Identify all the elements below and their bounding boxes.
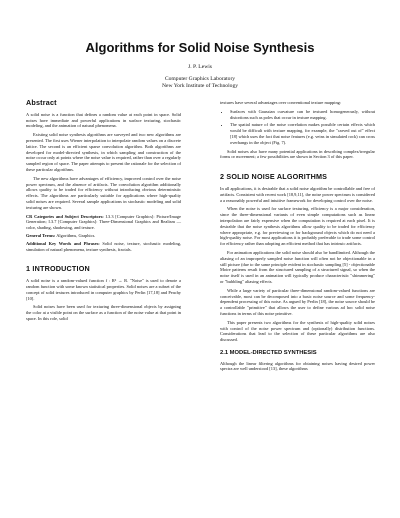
cr-categories — [26, 214, 181, 231]
section-2-heading: 2 SOLID NOISE ALGORITHMS — [220, 172, 328, 182]
list-item: • Surfaces with Gaussian curvature can be textured homogeneously, without distortions such as poles that occur in texture mapping. — [230, 109, 375, 121]
intro-paragraph: A solid noise is a random-valued function f : R³ → R. "Noise" is used to denote a random function with some known statistical properties. Solid noises are a subset of the concept of solid textures introduced in computer graphics by Perlin [17,18] and Peachy [10]. — [26, 278, 181, 301]
abstract-heading: Abstract — [26, 98, 57, 107]
section-2-1-heading: 2.1 MODEL-DIRECTED SYNTHESIS — [220, 349, 317, 356]
paper-author: J. P. Lewis — [188, 64, 212, 70]
paper-affiliation — [0, 76, 400, 91]
keywords — [26, 241, 181, 253]
keywords-text: Solid noise, texture, stochastic modeling, simulation of natural phenomena, texture synthesis, fractals. — [26, 240, 181, 252]
intro-paragraph: Solid noises have been used for texturing three-dimensional objects by assigning the color at a visible point on the surface as a function of the noise value at that point in space. In this role, solid — [26, 304, 181, 321]
general-terms-text: Algorithms, Graphics. — [56, 232, 96, 238]
section-2-paragraph: When the noise is used for surface texturing, efficiency is a major consideration, since the three-dimensional variants of even simple computations such as linear interpolation are fairly expensive when the computation is required at each pixel. It is desirable that the noise synthesis algorithms allow quality to be traded for efficiency where appropriate, e.g. for previewing or for background objects which do not need a high-quality noise. For most applications it is probably preferable to trade some control for efficiency rather than adopting an efficient method that has intrinsic artifacts. — [220, 206, 375, 247]
introduction-heading: 1 INTRODUCTION — [26, 264, 90, 274]
section-2-paragraph: While a large variety of particular three-dimensional random-valued functions are conceivable, most can be decomposed into a basic noise source and some frequency-dependent processing of this noise. As argued by Perlin [18], the noise source should be a controllable "primitive" that allows the user to define various ad hoc solid noise functions in terms of this noise primitive. — [220, 287, 375, 316]
continued-paragraph: textures have several advantages over conventional texture mapping: — [220, 100, 342, 105]
section-2-paragraph: For animation applications the solid noise should also be bandlimited. Although the aliasing of an improperly sampled noise function will often not be objectionable in a still picture (due to the same principle evident in stochastic sampling [5] - objectionable Moire patterns result from the structured sampling of a structured signal, so when the noise itself is used in an animation will typically produce characteristic "shimmering" or "bubbling" aliasing effects. — [220, 249, 375, 284]
abstract-paragraph: Existing solid noise synthesis algorithms are surveyed and two new algorithms are presented. The first uses Wiener interpolation to interpolate random values on a discrete lattice. The second is an efficient sparse convolution algorithm. Both algorithms are developed for model-directed synthesis, in which sampling and construction of the noise occur only at points where the noise value is required, rather than over a regularly sampled region of space. The paper attempts to present the rationale for the selection of these particular algorithms. — [26, 132, 181, 172]
keywords-label: Additional Key Words and Phrases: — [26, 240, 100, 246]
abstract-paragraph: The new algorithms have advantages of efficiency, improved control over the noise power spectrum, and the absence of artifacts. The convolution algorithm additionally allows quality to be traded for efficiency without introducing obvious deterministic effects. The algorithms are particularly suitable for applications where high-quality solid noises are required. Several sample applications in stochastic modeling and solid texturing are shown. — [26, 175, 181, 210]
cr-categories-text: I.3.3 [Computer Graphics]: Picture/Image Generation; I.3.7 [Computer Graphics]: Three-Dimensional Graphics and Realism — color, shading, shadowing, and texture. — [26, 213, 181, 231]
paper-title: Algorithms for Solid Noise Synthesis — [85, 40, 315, 55]
general-terms-label: General Terms: — [26, 232, 56, 238]
section-2-1-paragraph: Although the linear filtering algorithms for obtaining noises having desired power spectra are well understood [13], these algorithms — [220, 360, 375, 372]
general-terms — [26, 233, 181, 239]
body-paragraph: Solid noises also have many potential applications in describing complex/irregular forms or movement; a few possibilities are shown in Section 3 of this paper. — [220, 148, 375, 160]
left-column — [26, 100, 181, 325]
section-2-paragraph: This paper presents two algorithms for the synthesis of high-quality solid noises with control of the noise power spectrum and (optionally) distribution functions. Considerations that lead to the selection of these particular algorithms are also discussed. — [220, 319, 375, 343]
affiliation-line: Computer Graphics Laboratory — [164, 76, 236, 82]
abstract-paragraph: A solid noise is a function that defines a random value at each point in space. Solid noises have immediate and powerful applications in surface texturing, stochastic modeling, and the animation of natural phenomena. — [26, 111, 181, 129]
list-item: • The spatial nature of the noise correlation makes possible certain effects which would be difficult with texture mapping, for example, the "carved out of" effect [18] which uses the fact that noise features (e.g. veins in simulated rock) can cross overhangs in the object (Fig. 7). — [230, 122, 375, 145]
cr-categories-label: CR Categories and Subject Descriptors: — [26, 213, 104, 219]
section-2-paragraph: In all applications, it is desirable that a solid noise algorithm be controllable and free of artifacts. Consistent with recent work [18,9,11], the noise power spectrum is considered a a reasonably powerful and intuitive framework for developing control over the noise. — [220, 185, 375, 203]
advantages-list — [220, 109, 375, 146]
right-column — [220, 100, 375, 375]
affiliation-line: New York Institute of Technology — [161, 83, 239, 90]
